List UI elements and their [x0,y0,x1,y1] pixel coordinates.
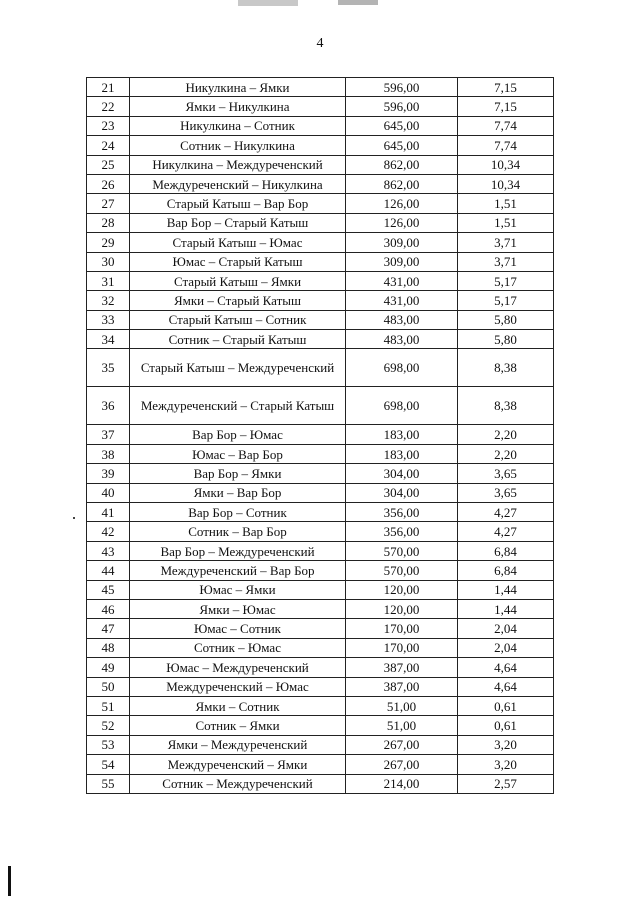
price-cell: 2,57 [458,774,554,793]
row-number: 24 [87,136,130,155]
distance-cell: 596,00 [346,97,458,116]
distance-cell: 356,00 [346,503,458,522]
row-number: 55 [87,774,130,793]
route-cell: Старый Катыш – Вар Бор [130,194,346,213]
row-number: 27 [87,194,130,213]
table-row [87,599,554,618]
table-row [87,291,554,310]
route-cell: Юмас – Старый Катыш [130,252,346,271]
table-row [87,271,554,290]
table-row [87,330,554,349]
route-cell: Сотник – Вар Бор [130,522,346,541]
table-row [87,483,554,502]
row-number: 36 [87,387,130,425]
price-cell: 5,17 [458,271,554,290]
route-cell: Сотник – Ямки [130,716,346,735]
price-cell: 2,20 [458,425,554,444]
distance-cell: 183,00 [346,425,458,444]
row-number: 33 [87,310,130,329]
scan-margin-bar [8,866,11,896]
table-row [87,155,554,174]
route-cell: Ямки – Старый Катыш [130,291,346,310]
route-cell: Междуреченский – Старый Катыш [130,387,346,425]
row-number: 54 [87,755,130,774]
table-row [87,774,554,793]
distance-cell: 431,00 [346,291,458,310]
distance-cell: 387,00 [346,677,458,696]
price-cell: 6,84 [458,561,554,580]
route-cell: Никулкина – Ямки [130,78,346,97]
price-cell: 8,38 [458,387,554,425]
table-row [87,349,554,387]
route-cell: Вар Бор – Ямки [130,464,346,483]
price-cell: 1,51 [458,213,554,232]
row-number: 22 [87,97,130,116]
price-cell: 4,27 [458,503,554,522]
table-row [87,425,554,444]
route-cell: Старый Катыш – Ямки [130,271,346,290]
price-cell: 8,38 [458,349,554,387]
row-number: 28 [87,213,130,232]
route-cell: Ямки – Сотник [130,696,346,715]
distance-cell: 309,00 [346,252,458,271]
table-row [87,310,554,329]
route-cell: Междуреченский – Никулкина [130,174,346,193]
table-row [87,464,554,483]
distance-cell: 309,00 [346,233,458,252]
table-row [87,735,554,754]
price-cell: 5,17 [458,291,554,310]
route-cell: Старый Катыш – Сотник [130,310,346,329]
price-cell: 6,84 [458,541,554,560]
route-cell: Ямки – Юмас [130,599,346,618]
distance-cell: 51,00 [346,716,458,735]
distance-cell: 170,00 [346,619,458,638]
route-cell: Междуреченский – Юмас [130,677,346,696]
distance-cell: 483,00 [346,330,458,349]
price-cell: 3,65 [458,483,554,502]
route-cell: Вар Бор – Юмас [130,425,346,444]
scan-speck [73,517,75,519]
route-cell: Вар Бор – Междуреченский [130,541,346,560]
price-cell: 1,44 [458,580,554,599]
price-cell: 0,61 [458,696,554,715]
row-number: 41 [87,503,130,522]
table-row [87,638,554,657]
distance-cell: 267,00 [346,755,458,774]
price-cell: 2,04 [458,638,554,657]
route-cell: Вар Бор – Старый Катыш [130,213,346,232]
table-row [87,522,554,541]
row-number: 29 [87,233,130,252]
table-row [87,174,554,193]
distance-cell: 645,00 [346,116,458,135]
distance-cell: 267,00 [346,735,458,754]
distance-cell: 120,00 [346,580,458,599]
distance-cell: 126,00 [346,194,458,213]
table-row [87,194,554,213]
row-number: 46 [87,599,130,618]
price-cell: 4,27 [458,522,554,541]
route-cell: Междуреченский – Вар Бор [130,561,346,580]
table-row [87,213,554,232]
route-cell: Никулкина – Сотник [130,116,346,135]
row-number: 38 [87,444,130,463]
route-cell: Никулкина – Междуреченский [130,155,346,174]
row-number: 43 [87,541,130,560]
row-number: 50 [87,677,130,696]
distance-cell: 51,00 [346,696,458,715]
route-cell: Юмас – Вар Бор [130,444,346,463]
table-row [87,658,554,677]
table-row [87,78,554,97]
row-number: 47 [87,619,130,638]
price-cell: 3,71 [458,252,554,271]
route-cell: Вар Бор – Сотник [130,503,346,522]
distance-cell: 120,00 [346,599,458,618]
table-row [87,116,554,135]
distance-cell: 483,00 [346,310,458,329]
table-row [87,97,554,116]
distance-cell: 214,00 [346,774,458,793]
price-cell: 3,71 [458,233,554,252]
price-cell: 10,34 [458,174,554,193]
distance-cell: 862,00 [346,155,458,174]
table-row [87,252,554,271]
route-cell: Сотник – Старый Катыш [130,330,346,349]
route-cell: Ямки – Никулкина [130,97,346,116]
route-cell: Междуреченский – Ямки [130,755,346,774]
price-cell: 5,80 [458,330,554,349]
distance-cell: 596,00 [346,78,458,97]
row-number: 30 [87,252,130,271]
distance-cell: 698,00 [346,387,458,425]
table-row [87,233,554,252]
row-number: 44 [87,561,130,580]
distance-cell: 170,00 [346,638,458,657]
price-cell: 4,64 [458,677,554,696]
price-cell: 7,74 [458,136,554,155]
row-number: 53 [87,735,130,754]
price-cell: 3,65 [458,464,554,483]
distance-cell: 698,00 [346,349,458,387]
price-cell: 4,64 [458,658,554,677]
row-number: 35 [87,349,130,387]
route-cell: Старый Катыш – Междуреченский [130,349,346,387]
row-number: 31 [87,271,130,290]
distance-cell: 304,00 [346,464,458,483]
price-cell: 3,20 [458,755,554,774]
row-number: 51 [87,696,130,715]
table-row [87,561,554,580]
route-cell: Сотник – Никулкина [130,136,346,155]
table-row [87,136,554,155]
tariff-table [86,77,554,794]
tariff-table-body [87,78,554,794]
distance-cell: 570,00 [346,541,458,560]
distance-cell: 862,00 [346,174,458,193]
route-cell: Старый Катыш – Юмас [130,233,346,252]
table-row [87,696,554,715]
row-number: 21 [87,78,130,97]
table-row [87,387,554,425]
row-number: 37 [87,425,130,444]
route-cell: Ямки – Вар Бор [130,483,346,502]
distance-cell: 570,00 [346,561,458,580]
row-number: 39 [87,464,130,483]
route-cell: Юмас – Сотник [130,619,346,638]
price-cell: 2,20 [458,444,554,463]
table-row [87,444,554,463]
table-row [87,755,554,774]
price-cell: 3,20 [458,735,554,754]
route-cell: Сотник – Юмас [130,638,346,657]
route-cell: Ямки – Междуреченский [130,735,346,754]
price-cell: 5,80 [458,310,554,329]
price-cell: 10,34 [458,155,554,174]
row-number: 48 [87,638,130,657]
table-row [87,580,554,599]
table-row [87,541,554,560]
row-number: 42 [87,522,130,541]
route-cell: Юмас – Ямки [130,580,346,599]
price-cell: 7,74 [458,116,554,135]
row-number: 52 [87,716,130,735]
row-number: 34 [87,330,130,349]
price-cell: 1,44 [458,599,554,618]
table-row [87,716,554,735]
row-number: 40 [87,483,130,502]
route-cell: Юмас – Междуреченский [130,658,346,677]
table-row [87,619,554,638]
distance-cell: 645,00 [346,136,458,155]
distance-cell: 183,00 [346,444,458,463]
row-number: 23 [87,116,130,135]
route-cell: Сотник – Междуреченский [130,774,346,793]
row-number: 26 [87,174,130,193]
table-row [87,677,554,696]
distance-cell: 304,00 [346,483,458,502]
price-cell: 7,15 [458,97,554,116]
table-row [87,503,554,522]
price-cell: 7,15 [458,78,554,97]
distance-cell: 387,00 [346,658,458,677]
price-cell: 2,04 [458,619,554,638]
row-number: 49 [87,658,130,677]
price-cell: 0,61 [458,716,554,735]
distance-cell: 431,00 [346,271,458,290]
scan-artifact [238,0,298,6]
price-cell: 1,51 [458,194,554,213]
distance-cell: 126,00 [346,213,458,232]
row-number: 25 [87,155,130,174]
row-number: 45 [87,580,130,599]
distance-cell: 356,00 [346,522,458,541]
scan-artifact [338,0,378,5]
row-number: 32 [87,291,130,310]
page-number: 4 [316,36,324,51]
